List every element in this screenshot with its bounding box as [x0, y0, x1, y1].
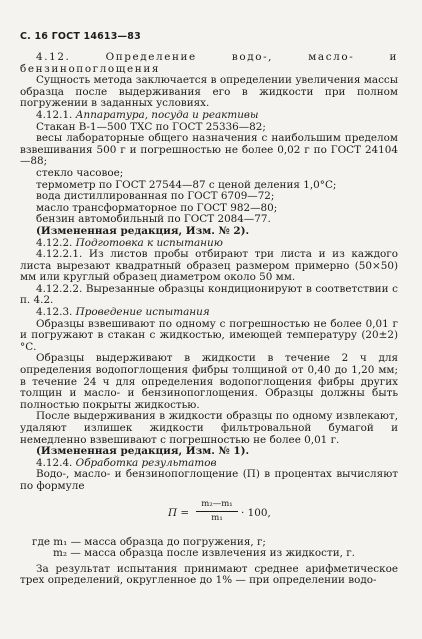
- document-body: [20, 52, 398, 587]
- formula-numerator: m₂—m₁: [196, 499, 238, 513]
- page-header: С. 16 ГОСТ 14613—83: [20, 31, 141, 42]
- subsection-heading: [20, 110, 398, 122]
- paragraph: Сущность метода заключается в определении увеличения массы образца после выдерживания его в жидкости при полном погружении в заданных условиях.: [20, 74, 398, 110]
- subsection-title: Подготовка к испытанию: [75, 236, 223, 249]
- subsection-title: Обработка результатов: [75, 456, 217, 469]
- paragraph: Водо-, масло- и бензинопоглощение (П) в процентах вычисляют по формуле: [20, 468, 398, 492]
- formula-legend: m₂ — масса образца после извлечения из жидкости, г.: [53, 547, 355, 560]
- paragraph: 4.12.2.1. Из листов пробы отбирают три листа и из каждого листа вырезают квадратный образец размером примерно (50×50) мм или круглый образец диаметром около 50 мм.: [20, 248, 398, 284]
- formula-denominator: m₁: [211, 513, 223, 524]
- formula-legend: где m₁ — масса образца до погружения, г;: [32, 535, 266, 548]
- list-item: Стакан В-1—500 ТХС по ГОСТ 25336—82;: [36, 120, 266, 133]
- list-item: стекло часовое;: [36, 166, 124, 179]
- subsection-number: 4.12.1.: [36, 108, 73, 121]
- list-item: бензин автомобильный по ГОСТ 2084—77.: [36, 213, 271, 226]
- formula: [20, 499, 398, 531]
- paragraph: После выдерживания в жидкости образцы по одному извлекают, удаляют излишек жидкости фильтровальной бумагой и немедленно взвешивают с погрешностью не более 0,01 г.: [20, 410, 398, 446]
- paragraph: Образцы выдерживают в жидкости в течение 2 ч для определения водопоглощения фибры толщиной от 0,40 до 1,20 мм; в течение 24 ч для определения водопоглощения фибры других толщин и масло- и бензинопоглощения. Образцы должны быть полностью покрыты жидкостью.: [20, 352, 398, 411]
- amendment-note: (Измененная редакция, Изм. № 2).: [36, 224, 250, 237]
- subsection-heading: [20, 307, 398, 319]
- subsection-number: 4.12.2.: [36, 236, 73, 249]
- subsection-number: 4.12.3.: [36, 306, 73, 319]
- list-item: вода дистиллированная по ГОСТ 6709—72;: [36, 190, 275, 203]
- subsection-title: Проведение испытания: [75, 306, 210, 319]
- section-title: 4.12. Определение водо-, масло- и бензинопоглощения: [20, 51, 398, 75]
- list-item: масло трансформаторное по ГОСТ 982—80;: [36, 201, 278, 214]
- amendment-note: (Измененная редакция, Изм. № 1).: [36, 445, 250, 458]
- list-item: весы лабораторные общего назначения с наибольшим пределом взвешивания 500 г и погрешностью не более 0,02 г по ГОСТ 24104—88;: [20, 132, 398, 168]
- subsection-number: 4.12.4.: [36, 456, 73, 469]
- subsection-title: Аппаратура, посуда и реактивы: [75, 108, 259, 121]
- paragraph: 4.12.2.2. Вырезанные образцы кондиционируют в соответствии с п. 4.2.: [20, 282, 398, 307]
- formula-rhs: · 100,: [241, 506, 271, 519]
- paragraph: Образцы взвешивают по одному с погрешностью не более 0,01 г и погружают в стакан с жидкостью, имеющей температуру (20±2)°С.: [20, 317, 398, 353]
- formula-lhs: П =: [168, 506, 190, 519]
- section-heading: [20, 52, 398, 75]
- formula-fraction: [196, 499, 238, 525]
- list-item: термометр по ГОСТ 27544—87 с ценой деления 1,0°С;: [36, 178, 337, 191]
- paragraph: За результат испытания принимают среднее арифметическое трех определений, округленное до 1% — при определении водо-: [20, 562, 398, 587]
